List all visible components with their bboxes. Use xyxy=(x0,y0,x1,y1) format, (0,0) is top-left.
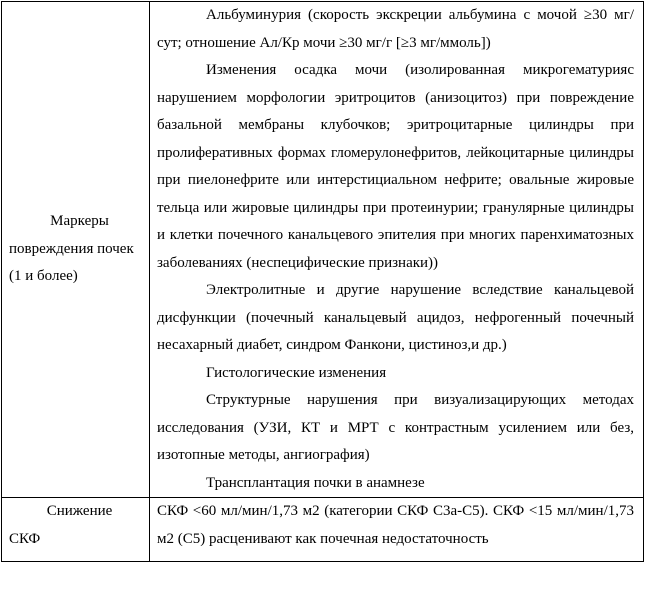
urine-sediment-paragraph: Изменения осадка мочи (изолированная микрогематурияс нарушением морфологии эритроцитов (анизоцитоз) при повреждение базальной мембраны клубочков; эритроцитарные цилиндры при пролиферативных формах гломерулонефритов, лейкоцитарные цилиндры при пиелонефрите или интерстициальном нефрите; овальные жировые тельца или жировые цилиндры при протеинурии; гранулярные цилиндры и клетки почечного канальцевого эпителия при многих паренхиматозных заболеваниях (неспецифические признаки)) xyxy=(157,62,634,271)
table-row xyxy=(2,2,644,498)
histology-paragraph: Гистологические изменения xyxy=(206,364,387,381)
electrolyte-disorders-paragraph: Электролитные и другие нарушение вследствие канальцевой дисфункции (почечный канальцевый ацидоз, нефрогенный почечный несахарный диабет, синдром Фанкони, цистиноз,и др.) xyxy=(157,282,634,353)
label-line: повреждения почек xyxy=(9,240,134,257)
label-line: СКФ xyxy=(9,530,41,547)
imaging-paragraph: Структурные нарушения при визуализацирующих методах исследования (УЗИ, КТ и МРТ с контрастным усилением или без, изотопные методы, ангиография) xyxy=(157,392,634,463)
table-row xyxy=(2,498,644,562)
row-label-cell xyxy=(2,2,150,498)
gfr-paragraph: СКФ <60 мл/мин/1,73 м2 (категории СКФ С3а-С5). СКФ <15 мл/мин/1,73 м2 (С5) расценивают как почечная недостаточность xyxy=(157,503,634,547)
label-line: Снижение xyxy=(46,503,113,519)
row-content-cell xyxy=(150,2,644,498)
transplant-paragraph: Трансплантация почки в анамнезе xyxy=(206,474,425,491)
albuminuria-paragraph: Альбуминурия (скорость экскреции альбумина с мочой ≥30 мг/сут; отношение Ал/Кр мочи ≥30 мг/г [≥3 мг/ммоль]) xyxy=(157,7,634,51)
row-content-cell xyxy=(150,498,644,562)
label-line: (1 и более) xyxy=(9,268,78,285)
row-label-cell xyxy=(2,498,150,562)
gfr-decrease-label xyxy=(9,498,140,553)
kidney-damage-markers-label xyxy=(9,208,140,291)
criteria-table xyxy=(1,1,644,562)
label-line: Маркеры xyxy=(50,213,109,230)
